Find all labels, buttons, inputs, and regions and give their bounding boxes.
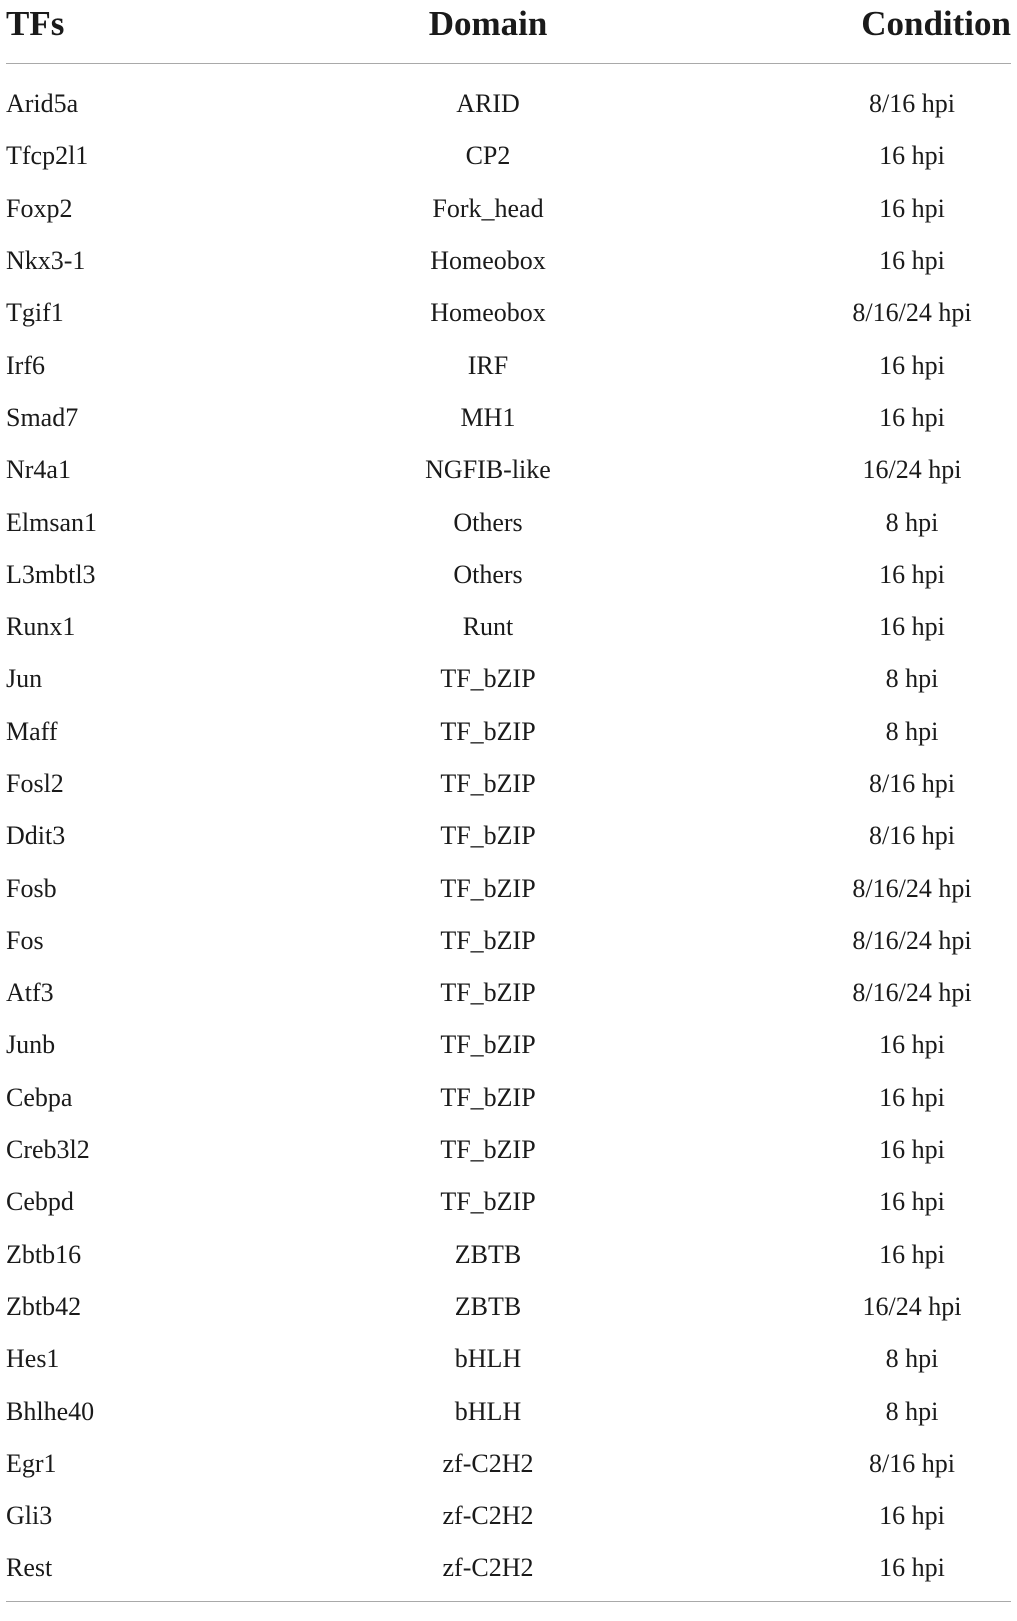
header-condition: Condition bbox=[640, 0, 1011, 64]
cell-condition-wrap bbox=[640, 1176, 1011, 1228]
table-body bbox=[6, 64, 1011, 1602]
table-row bbox=[6, 444, 1011, 496]
cell-condition-wrap bbox=[640, 392, 1011, 444]
table-row bbox=[6, 64, 1011, 131]
cell-domain: TF_bZIP bbox=[440, 716, 536, 746]
cell-domain: TF_bZIP bbox=[440, 664, 536, 694]
cell-condition-wrap bbox=[640, 653, 1011, 705]
table-row bbox=[6, 1333, 1011, 1385]
cell-tf: Maff bbox=[6, 716, 58, 746]
cell-tf: Foxp2 bbox=[6, 193, 73, 223]
cell-condition: 8/16 hpi bbox=[869, 89, 955, 119]
table-row bbox=[6, 758, 1011, 810]
cell-domain: Homeobox bbox=[430, 298, 546, 328]
cell-tf: L3mbtl3 bbox=[6, 559, 96, 589]
table-row bbox=[6, 706, 1011, 758]
cell-domain: Others bbox=[453, 559, 523, 589]
cell-condition-wrap bbox=[640, 287, 1011, 339]
cell-tf: Runx1 bbox=[6, 612, 76, 642]
cell-domain: ZBTB bbox=[454, 1291, 522, 1321]
table-row bbox=[6, 287, 1011, 339]
cell-domain: bHLH bbox=[454, 1344, 522, 1374]
cell-domain: ZBTB bbox=[454, 1239, 522, 1269]
cell-domain: zf-C2H2 bbox=[442, 1501, 534, 1531]
header-domain: Domain bbox=[336, 0, 640, 64]
cell-tf: Nkx3-1 bbox=[6, 246, 86, 276]
cell-tf: Cebpd bbox=[6, 1187, 74, 1217]
cell-domain: bHLH bbox=[454, 1396, 522, 1426]
table-row bbox=[6, 183, 1011, 235]
table-row bbox=[6, 496, 1011, 548]
cell-condition-wrap bbox=[640, 862, 1011, 914]
cell-condition: 16 hpi bbox=[879, 402, 945, 432]
cell-condition: 8 hpi bbox=[885, 1396, 939, 1426]
cell-condition-wrap bbox=[640, 1281, 1011, 1333]
cell-condition-wrap bbox=[640, 339, 1011, 391]
cell-domain: Runt bbox=[462, 612, 514, 642]
cell-condition: 16/24 hpi bbox=[862, 455, 962, 485]
cell-condition: 16 hpi bbox=[879, 350, 945, 380]
tf-table bbox=[6, 0, 1011, 1602]
cell-domain: TF_bZIP bbox=[440, 769, 536, 798]
cell-condition-wrap bbox=[640, 1333, 1011, 1385]
table-row bbox=[6, 1124, 1011, 1176]
table-row bbox=[6, 1438, 1011, 1490]
cell-condition-wrap bbox=[640, 64, 1011, 131]
cell-domain: Others bbox=[453, 507, 523, 537]
table-row bbox=[6, 1385, 1011, 1437]
cell-condition: 8 hpi bbox=[885, 664, 939, 694]
table-row bbox=[6, 1176, 1011, 1228]
cell-condition-wrap bbox=[640, 183, 1011, 235]
cell-condition: 16 hpi bbox=[879, 1187, 945, 1217]
cell-condition-wrap bbox=[640, 967, 1011, 1019]
cell-condition: 8/16 hpi bbox=[869, 769, 955, 798]
cell-condition: 16 hpi bbox=[879, 612, 945, 642]
cell-condition-wrap bbox=[640, 496, 1011, 548]
cell-domain: ARID bbox=[456, 89, 520, 119]
header-tfs: TFs bbox=[6, 0, 336, 64]
cell-tf: Elmsan1 bbox=[6, 507, 97, 537]
cell-domain: TF_bZIP bbox=[440, 1187, 536, 1217]
cell-tf: Irf6 bbox=[6, 350, 45, 380]
cell-condition-wrap bbox=[640, 706, 1011, 758]
cell-domain: TF_bZIP bbox=[440, 1030, 536, 1060]
table-row bbox=[6, 1229, 1011, 1281]
cell-condition-wrap bbox=[640, 444, 1011, 496]
cell-tf: Junb bbox=[6, 1030, 56, 1060]
cell-domain: TF_bZIP bbox=[440, 873, 536, 903]
table-row bbox=[6, 862, 1011, 914]
cell-domain: TF_bZIP bbox=[440, 978, 536, 1008]
header-row bbox=[6, 0, 1011, 64]
cell-condition: 8 hpi bbox=[885, 716, 939, 746]
cell-tf: Gli3 bbox=[6, 1501, 53, 1531]
cell-condition: 8/16 hpi bbox=[869, 821, 955, 851]
cell-domain: NGFIB-like bbox=[425, 455, 551, 485]
cell-tf: Nr4a1 bbox=[6, 455, 71, 485]
cell-condition: 8/16 hpi bbox=[869, 1448, 955, 1478]
cell-condition-wrap bbox=[640, 810, 1011, 862]
cell-condition: 16 hpi bbox=[879, 1030, 945, 1060]
table-row bbox=[6, 1019, 1011, 1071]
cell-tf: Creb3l2 bbox=[6, 1135, 90, 1165]
cell-condition: 8/16/24 hpi bbox=[852, 298, 972, 328]
cell-domain: TF_bZIP bbox=[440, 821, 536, 851]
table-row bbox=[6, 1542, 1011, 1601]
cell-domain: Homeobox bbox=[430, 246, 546, 276]
table-header bbox=[6, 0, 1011, 64]
cell-condition-wrap bbox=[640, 1072, 1011, 1124]
cell-condition: 16 hpi bbox=[879, 1135, 945, 1165]
cell-tf: Tgif1 bbox=[6, 298, 64, 328]
cell-tf: Atf3 bbox=[6, 978, 54, 1008]
cell-condition: 16 hpi bbox=[879, 1501, 945, 1531]
cell-tf: Zbtb16 bbox=[6, 1239, 82, 1269]
table-row bbox=[6, 1281, 1011, 1333]
cell-condition: 16 hpi bbox=[879, 1553, 945, 1583]
table-row bbox=[6, 130, 1011, 182]
cell-condition: 16 hpi bbox=[879, 1082, 945, 1112]
cell-domain: MH1 bbox=[460, 402, 516, 432]
cell-condition-wrap bbox=[640, 1385, 1011, 1437]
cell-condition: 8 hpi bbox=[885, 507, 939, 537]
cell-tf: Fosb bbox=[6, 873, 57, 903]
cell-condition: 16 hpi bbox=[879, 559, 945, 589]
cell-condition-wrap bbox=[640, 915, 1011, 967]
table-row bbox=[6, 392, 1011, 444]
cell-tf: Fosl2 bbox=[6, 769, 64, 798]
cell-condition-wrap bbox=[640, 1438, 1011, 1490]
table-row bbox=[6, 1490, 1011, 1542]
cell-condition: 8/16/24 hpi bbox=[852, 978, 972, 1008]
cell-tf: Ddit3 bbox=[6, 821, 66, 851]
cell-condition: 16 hpi bbox=[879, 1239, 945, 1269]
cell-tf: Tfcp2l1 bbox=[6, 141, 89, 171]
cell-domain: Fork_head bbox=[432, 193, 544, 223]
cell-condition-wrap bbox=[640, 1019, 1011, 1071]
cell-tf: Hes1 bbox=[6, 1344, 60, 1374]
cell-condition: 8 hpi bbox=[885, 1344, 939, 1374]
cell-condition: 16 hpi bbox=[879, 193, 945, 223]
cell-tf: Smad7 bbox=[6, 402, 79, 432]
table-row bbox=[6, 339, 1011, 391]
table-row bbox=[6, 810, 1011, 862]
cell-condition-wrap bbox=[640, 549, 1011, 601]
cell-domain: zf-C2H2 bbox=[336, 1542, 640, 1601]
cell-condition: 16/24 hpi bbox=[862, 1291, 962, 1321]
table-row bbox=[6, 235, 1011, 287]
cell-domain: zf-C2H2 bbox=[442, 1448, 534, 1478]
cell-condition-wrap bbox=[640, 758, 1011, 810]
cell-tf: Zbtb42 bbox=[6, 1291, 82, 1321]
cell-domain: TF_bZIP bbox=[440, 1135, 536, 1165]
cell-condition: 16 hpi bbox=[879, 246, 945, 276]
table-row bbox=[6, 915, 1011, 967]
cell-tf: Rest bbox=[6, 1542, 336, 1601]
cell-condition: 8/16/24 hpi bbox=[852, 925, 972, 955]
cell-condition-wrap bbox=[640, 1542, 1011, 1601]
cell-domain: CP2 bbox=[465, 141, 511, 171]
cell-condition: 8/16/24 hpi bbox=[852, 873, 972, 903]
cell-domain: TF_bZIP bbox=[440, 925, 536, 955]
cell-domain: IRF bbox=[467, 350, 509, 380]
cell-tf: Arid5a bbox=[6, 89, 79, 119]
cell-condition-wrap bbox=[640, 1124, 1011, 1176]
cell-condition: 16 hpi bbox=[879, 141, 945, 171]
cell-tf: Egr1 bbox=[6, 1448, 57, 1478]
table-row bbox=[6, 653, 1011, 705]
cell-condition-wrap bbox=[640, 601, 1011, 653]
cell-tf: Bhlhe40 bbox=[6, 1396, 95, 1426]
table-row bbox=[6, 549, 1011, 601]
table-row bbox=[6, 1072, 1011, 1124]
cell-tf: Cebpa bbox=[6, 1082, 73, 1112]
table-row bbox=[6, 601, 1011, 653]
cell-tf: Fos bbox=[6, 925, 44, 955]
cell-condition-wrap bbox=[640, 130, 1011, 182]
table-row bbox=[6, 967, 1011, 1019]
cell-domain: TF_bZIP bbox=[440, 1082, 536, 1112]
cell-condition-wrap bbox=[640, 235, 1011, 287]
cell-condition-wrap bbox=[640, 1490, 1011, 1542]
cell-condition-wrap bbox=[640, 1229, 1011, 1281]
cell-tf: Jun bbox=[6, 664, 43, 694]
